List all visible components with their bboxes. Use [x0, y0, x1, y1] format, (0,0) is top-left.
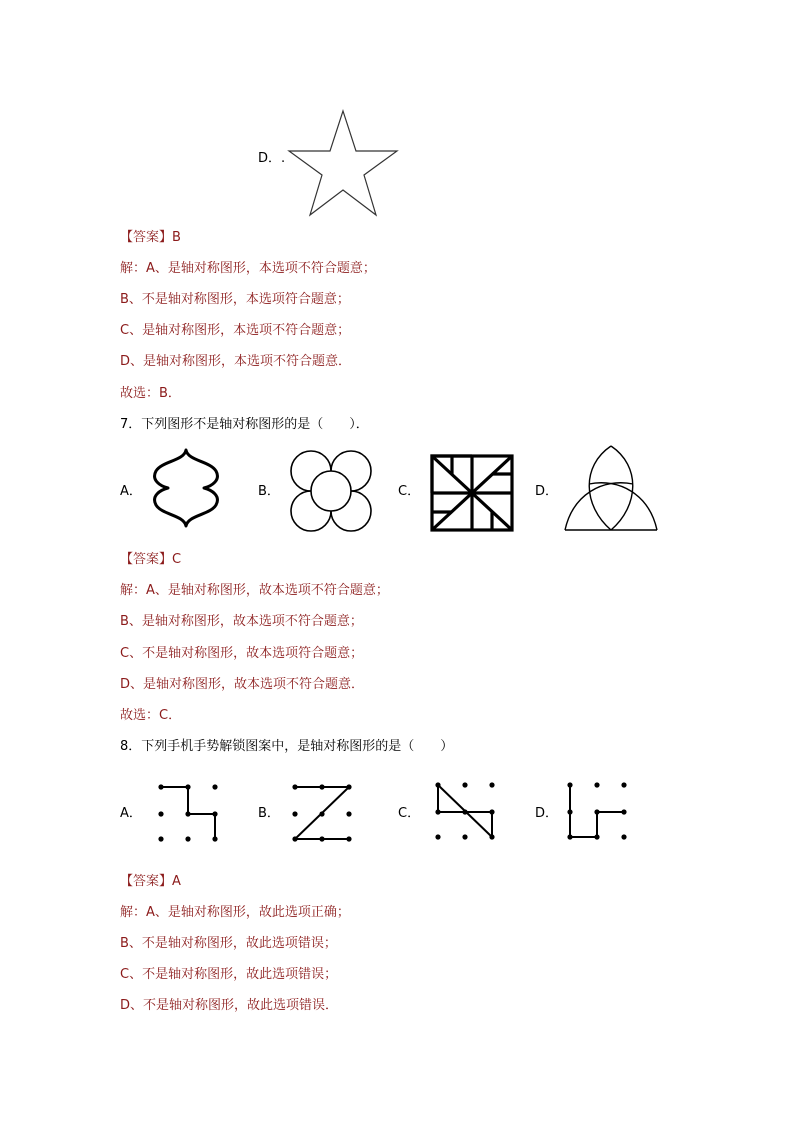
q7-option-d-figure: [563, 444, 659, 532]
q7-solution-line-5: 故选：C．: [120, 708, 182, 723]
q7-solution-line-2: B、是轴对称图形，故本选项不符合题意；: [120, 614, 363, 629]
q7-answer-line: [120, 551, 181, 569]
q8-option-a-pattern: [156, 782, 220, 844]
q7-option-a-label: A．: [120, 484, 142, 499]
q6-solution-line-4: D、是轴对称图形，本选项不符合题意．: [120, 354, 352, 369]
q8-solution-line-4: D、不是轴对称图形，故此选项错误．: [120, 998, 339, 1013]
q8-option-b-label: B．: [258, 806, 280, 821]
q7-solution-line-1: 解：A、是轴对称图形，故本选项不符合题意；: [120, 583, 389, 598]
q6-solution-line-5: 故选：B．: [120, 386, 181, 401]
q7-solution-line-4: D、是轴对称图形，故本选项不符合题意．: [120, 677, 365, 692]
q8-option-d-label: D．: [535, 806, 559, 821]
q8-answer-line: [120, 873, 181, 891]
q7-option-c-label: C．: [398, 484, 421, 499]
q8-option-b-pattern: [290, 782, 354, 844]
q8-stem: 8．下列手机手势解锁图案中，是轴对称图形的是（ ）: [120, 739, 454, 754]
q7-option-b-figure: [290, 450, 372, 532]
q8-answer-tag: 【答案】: [120, 874, 173, 889]
q7-option-a-figure: [150, 447, 222, 529]
q7-option-c-figure: [430, 454, 514, 532]
q6-solution-line-3: C、是轴对称图形，本选项不符合题意；: [120, 323, 351, 338]
q7-solution-line-3: C、不是轴对称图形，故本选项符合题意；: [120, 646, 364, 661]
q7-option-d-label: D．: [535, 484, 559, 499]
q7-option-b-label: B．: [258, 484, 280, 499]
q8-option-d-pattern: [565, 780, 629, 842]
q6-answer-line: [120, 229, 181, 247]
q6-solution-line-1: 解：A、是轴对称图形，本选项不符合题意；: [120, 261, 376, 276]
q8-solution-line-1: 解：A、是轴对称图形，故此选项正确；: [120, 905, 350, 920]
q8-option-c-pattern: [433, 780, 497, 842]
q8-option-a-label: A．: [120, 806, 142, 821]
q6-option-d-star-figure: [287, 104, 401, 218]
q8-solution-line-3: C、不是轴对称图形，故此选项错误；: [120, 967, 338, 982]
q7-answer-value: C: [172, 552, 182, 567]
q7-answer-tag: 【答案】: [120, 552, 173, 567]
q6-option-d-label: D．.: [258, 151, 286, 166]
q6-answer-tag: 【答案】: [120, 230, 173, 245]
q8-solution-line-2: B、不是轴对称图形，故此选项错误；: [120, 936, 337, 951]
q6-answer-value: B: [172, 230, 181, 245]
q8-answer-value: A: [172, 874, 181, 889]
q7-stem: 7．下列图形不是轴对称图形的是（ ）．: [120, 417, 369, 432]
q6-solution-line-2: B、不是轴对称图形，本选项符合题意；: [120, 292, 350, 307]
q8-option-c-label: C．: [398, 806, 421, 821]
